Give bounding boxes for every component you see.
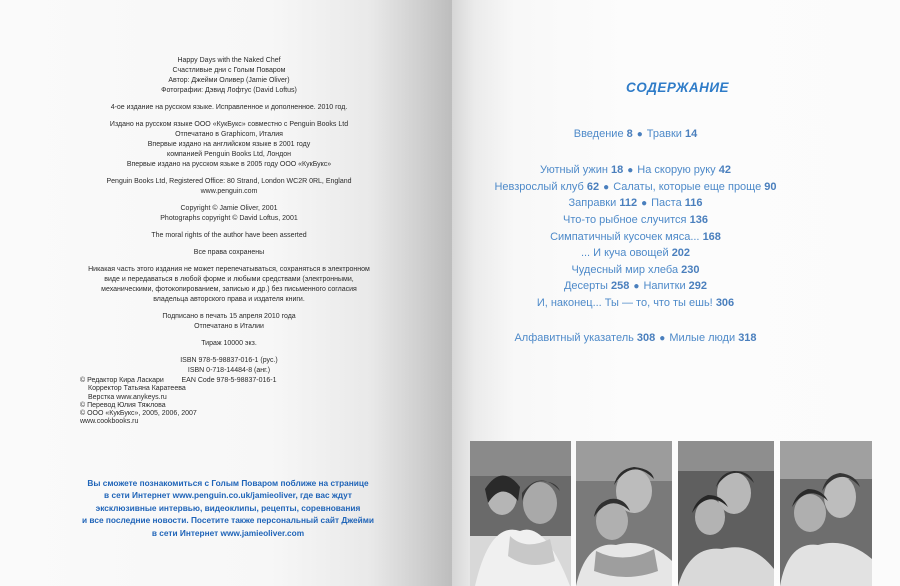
toc-entry-page: 136 (689, 214, 708, 226)
imprint-line: виде и передаваться в любой форме и любыми средствами (электронными, (104, 276, 354, 283)
toc-row (470, 164, 801, 176)
promo-line: Вы сможете познакомиться с Голым Поваром поближе на странице (87, 478, 369, 488)
imprint-paragraph (64, 231, 394, 241)
toc-entry-title: Заправки (568, 197, 617, 209)
promo-line: в сети Интернет www.jamieoliver.com (151, 527, 305, 538)
toc-entry-title: Что-то рыбное случится (563, 214, 687, 226)
toc-row (470, 280, 801, 292)
toc-entry-title: Алфавитный указатель (514, 332, 634, 344)
imprint-line: Фотографии: Дэвид Лофтус (David Loftus) (161, 87, 297, 94)
imprint-line: Тираж 10000 экз. (201, 340, 257, 347)
imprint-line: EAN Code 978-5-98837-016-1 (181, 377, 277, 384)
toc-entry-title: Паста (651, 197, 682, 209)
toc-entry-page: 292 (688, 280, 708, 292)
toc-row (470, 231, 801, 243)
promo-block (78, 477, 378, 539)
toc-entry-title: На скорую руку (637, 164, 716, 176)
toc-entry-page: 8 (626, 128, 633, 140)
toc-row (470, 197, 801, 209)
imprint-line: ISBN 0-718-14484-8 (анг.) (187, 367, 271, 374)
imprint-line: Отпечатано в Graphicom, Италия (175, 131, 283, 138)
toc-entry-page: 90 (764, 181, 777, 193)
toc-row (470, 247, 801, 259)
bullet-icon: ● (627, 165, 634, 176)
toc-entry-page: 202 (671, 247, 691, 259)
imprint-line: Happy Days with the Naked Chef (177, 57, 281, 64)
toc-entry-title: Десерты (563, 280, 608, 292)
imprint-line: Photographs copyright © David Loftus, 2001 (160, 215, 298, 222)
imprint-block (64, 56, 394, 393)
imprint-line: Penguin Books Ltd, Registered Office: 80 Strand, London WC2R 0RL, England (106, 178, 352, 185)
bullet-icon: ● (633, 281, 640, 292)
credits-block (80, 377, 197, 427)
photo-strip (470, 441, 900, 586)
credit-line: © Перевод Юлия Тяжлова (80, 401, 166, 409)
imprint-line: Впервые издано на английском языке в 2001 году (147, 141, 311, 148)
promo-line: эксклюзивные интервью, видеоклипы, рецепты, соревнования (95, 502, 361, 513)
imprint-paragraph (64, 56, 394, 96)
toc-entry-title: Уютный ужин (539, 164, 608, 176)
toc-entry-title: Введение (573, 128, 624, 140)
toc-entry-page: 116 (684, 197, 703, 209)
imprint-line: www.penguin.com (200, 188, 258, 195)
photo-3 (678, 441, 774, 586)
toc-entry-title: Невзрослый клуб (494, 181, 584, 193)
photo-1 (470, 441, 571, 586)
imprint-line: Copyright © Jamie Oliver, 2001 (180, 205, 278, 212)
credit-line: Корректор Татьяна Каратеева (88, 385, 186, 393)
bullet-icon: ● (603, 182, 610, 193)
imprint-paragraph (64, 177, 394, 197)
toc-entry-page: 258 (611, 280, 630, 292)
toc-entry-title: Симпатичный кусочек мяса... (550, 231, 700, 243)
toc-row (470, 214, 801, 226)
toc-entry-title: Травки (646, 128, 682, 140)
credit-line: © Редактор Кира Ласкари (80, 377, 164, 384)
imprint-paragraph (64, 120, 394, 170)
imprint-line: компанией Penguin Books Ltd, Лондон (167, 151, 291, 158)
imprint-paragraph (64, 339, 394, 349)
imprint-line: Счастливые дни с Голым Поваром (172, 67, 286, 74)
toc-row (470, 128, 801, 140)
imprint-paragraph (64, 248, 394, 258)
toc-entry-page: 18 (610, 164, 624, 176)
toc-entry-page: 62 (586, 181, 600, 193)
toc-entry-page: 306 (715, 297, 735, 309)
toc-entry-title: Чудесный мир хлеба (571, 264, 679, 276)
toc-entry-page: 230 (681, 264, 700, 276)
promo-line: в сети Интернет www.penguin.co.uk/jamieoliver, где вас ждут (104, 490, 352, 501)
toc-entry-page: 14 (685, 128, 698, 140)
imprint-line: 4-ое издание на русском языке. Исправленное и дополненное. 2010 год. (110, 104, 348, 111)
imprint-line: владельца авторского права и издателя книги. (153, 296, 305, 303)
imprint-paragraph (64, 312, 394, 332)
imprint-line: механическими, фотокопированием, записью и др.) без письменного согласия (101, 286, 357, 293)
imprint-paragraph (64, 103, 394, 113)
imprint-line: Отпечатано в Италии (194, 323, 264, 330)
credit-line: www.cookbooks.ru (80, 418, 139, 426)
imprint-line: Впервые издано на русском языке в 2005 году ООО «КукБукс» (126, 161, 332, 168)
bullet-icon: ● (641, 198, 648, 209)
toc-row (470, 181, 801, 193)
toc-entry-page: 112 (619, 197, 638, 209)
promo-line: и все последние новости. Посетите также персональный сайт Джейми (82, 515, 374, 526)
toc-row (470, 297, 801, 309)
photo-4 (780, 441, 872, 586)
photo-2 (576, 441, 672, 586)
imprint-line: ISBN 978-5-98837-016-1 (рус.) (180, 357, 278, 364)
bullet-icon: ● (636, 129, 643, 140)
toc-entry-title: И, наконец... Ты — то, что ты ешь! (536, 297, 713, 309)
imprint-line: Все права сохранены (193, 249, 265, 256)
toc-entry-title: Напитки (643, 280, 686, 292)
toc-row (470, 332, 801, 344)
imprint-line: The moral rights of the author have been asserted (151, 232, 307, 239)
couple-photo-icon (470, 441, 571, 586)
imprint-line: Никакая часть этого издания не может перепечатываться, сохраняться в электронном (88, 266, 370, 273)
imprint-line: Автор: Джейми Оливер (Jamie Oliver) (168, 77, 290, 84)
imprint-paragraph (64, 204, 394, 224)
toc-entry-page: 42 (718, 164, 731, 176)
toc-entry-title: Салаты, которые еще проще (613, 181, 762, 193)
toc-entry-page: 168 (702, 231, 721, 243)
credit-line: Верстка www.anykeys.ru (88, 393, 167, 401)
toc-entry-title: ... И куча овощей (580, 247, 669, 259)
toc-entry-title: Милые люди (669, 332, 736, 344)
imprint-line: Издано на русском языке ООО «КукБукс» совместно с Penguin Books Ltd (109, 121, 349, 128)
credit-line: © ООО «КукБукс», 2005, 2006, 2007 (80, 410, 197, 418)
imprint-paragraph (64, 265, 394, 305)
toc-title: СОДЕРЖАНИЕ (626, 80, 730, 95)
toc-row (470, 264, 801, 276)
toc-entry-page: 308 (636, 332, 656, 344)
toc-entry-page: 318 (738, 332, 757, 344)
bullet-icon: ● (659, 333, 666, 344)
imprint-line: Подписано в печать 15 апреля 2010 года (162, 313, 296, 320)
